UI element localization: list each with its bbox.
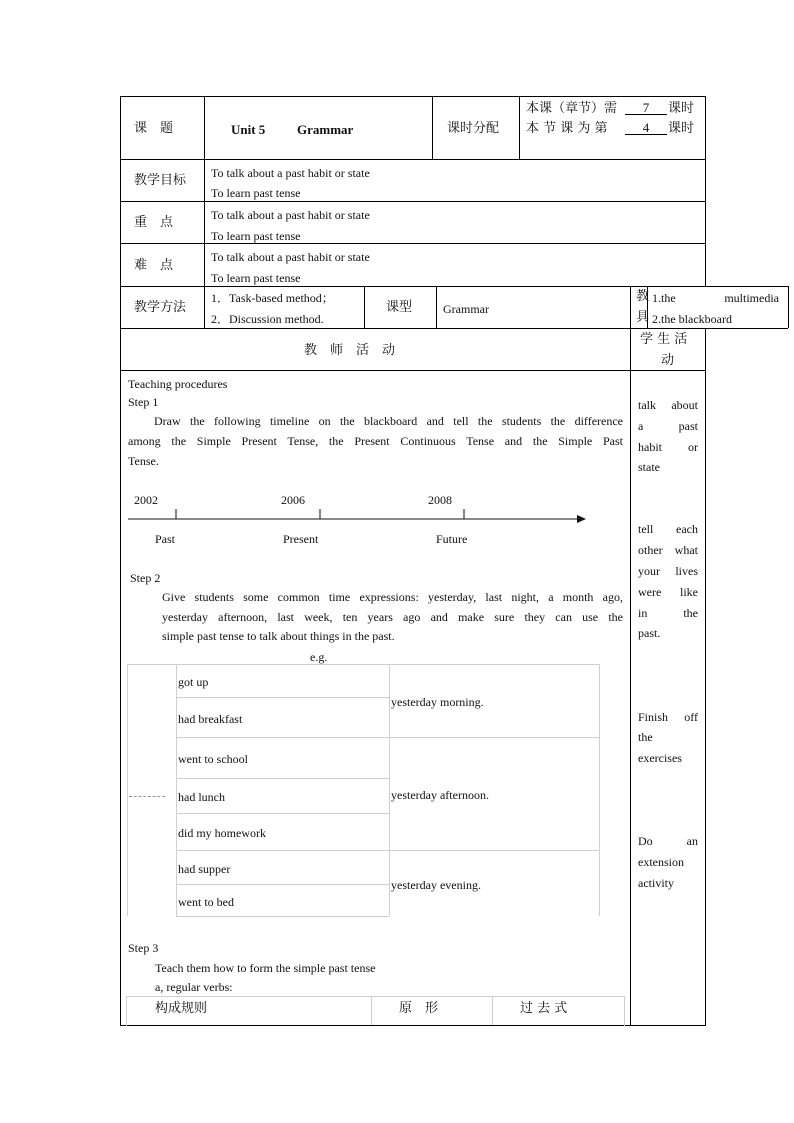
key-label: 重 点 bbox=[134, 215, 174, 230]
method-label: 教学方法 bbox=[134, 300, 187, 315]
eg-label: e.g. bbox=[310, 650, 328, 664]
topic-title: Grammar bbox=[297, 122, 354, 137]
example-action: went to bed bbox=[178, 895, 234, 909]
example-action: did my homework bbox=[178, 826, 266, 840]
student-text: the bbox=[638, 730, 653, 744]
difficult-label: 难 点 bbox=[134, 258, 174, 273]
col-divider bbox=[364, 286, 365, 328]
student-text: habit or bbox=[638, 440, 698, 454]
step2-title: Step 2 bbox=[130, 571, 161, 585]
student-text: exercises bbox=[638, 751, 682, 765]
student-text: your lives bbox=[638, 564, 698, 578]
step3-title: Step 3 bbox=[128, 941, 159, 955]
row-divider bbox=[120, 286, 788, 287]
student-text: state bbox=[638, 460, 660, 474]
type-value: Grammar bbox=[443, 302, 489, 316]
example-action: went to school bbox=[178, 752, 248, 766]
example-time: yesterday morning. bbox=[391, 695, 484, 709]
hours-current: 4 bbox=[625, 121, 667, 135]
table-right-border bbox=[705, 96, 706, 286]
timeline-label: Past bbox=[155, 532, 176, 546]
step1-title: Step 1 bbox=[128, 395, 159, 409]
goal-line: To learn past tense bbox=[211, 186, 301, 200]
example-action: got up bbox=[178, 675, 209, 689]
topic-label: 课 题 bbox=[134, 121, 174, 136]
label-column-border bbox=[204, 96, 205, 328]
tool-line: 1.the multimedia bbox=[652, 291, 779, 305]
rule-header: 过 去 式 bbox=[520, 1001, 568, 1016]
student-activity-header: 动 bbox=[661, 353, 675, 368]
student-text: Do an bbox=[638, 834, 698, 848]
hours-line2-suffix: 课时 bbox=[668, 121, 695, 136]
timeline-year: 2002 bbox=[134, 493, 158, 507]
goals-label: 教学目标 bbox=[134, 173, 187, 188]
table-right-border bbox=[705, 328, 706, 1026]
step1-text: Draw the following timeline on the blackboard and tell the students the difference bbox=[154, 414, 623, 428]
row-divider bbox=[120, 328, 788, 329]
student-activity-header: 学 生 活 bbox=[640, 332, 688, 347]
type-label: 课型 bbox=[386, 300, 413, 315]
tools-label: 教 bbox=[636, 289, 650, 304]
example-time: yesterday evening. bbox=[391, 878, 481, 892]
hours-line1-suffix: 课时 bbox=[668, 101, 695, 116]
table-top-border bbox=[120, 96, 705, 97]
col-divider bbox=[519, 96, 520, 159]
hours-total: 7 bbox=[625, 101, 667, 115]
row-divider bbox=[120, 370, 705, 371]
student-text: in the bbox=[638, 606, 698, 620]
method-line: 2．Discussion method. bbox=[211, 312, 324, 326]
teacher-activity-header: 教 师 活 动 bbox=[304, 343, 396, 358]
student-text: other what bbox=[638, 543, 698, 557]
student-text: were like bbox=[638, 585, 698, 599]
student-text: Finish off bbox=[638, 710, 698, 724]
example-action: had lunch bbox=[178, 790, 225, 804]
example-action: had supper bbox=[178, 862, 231, 876]
key-line: To learn past tense bbox=[211, 229, 301, 243]
col-divider bbox=[630, 286, 631, 1026]
timeline-year: 2008 bbox=[428, 493, 452, 507]
student-text: tell each bbox=[638, 522, 698, 536]
step2-text: Give students some common time expressions: yesterday, last night, a month ago, bbox=[162, 590, 623, 604]
timeline-arrow bbox=[126, 508, 588, 528]
example-action: had breakfast bbox=[178, 712, 243, 726]
faint-mark bbox=[129, 796, 165, 797]
table-left-border bbox=[120, 96, 121, 1026]
rule-header: 原 形 bbox=[399, 1001, 439, 1016]
col-divider bbox=[436, 286, 437, 328]
hours-line2-prefix: 本 节 课 为 第 bbox=[526, 121, 608, 136]
student-text: talk about bbox=[638, 398, 698, 412]
difficult-line: To learn past tense bbox=[211, 271, 301, 285]
step2-text: simple past tense to talk about things in the past. bbox=[162, 629, 395, 643]
tool-line: 2.the blackboard bbox=[652, 312, 732, 326]
step1-text: Tense. bbox=[128, 454, 159, 468]
tools-label: 具 bbox=[636, 310, 650, 325]
student-text: extension bbox=[638, 855, 684, 869]
student-text: activity bbox=[638, 876, 674, 890]
student-text: a past bbox=[638, 419, 698, 433]
key-line: To talk about a past habit or state bbox=[211, 208, 370, 222]
hours-line1-prefix: 本课（章节）需 bbox=[526, 101, 618, 116]
difficult-line: To talk about a past habit or state bbox=[211, 250, 370, 264]
procedures-title: Teaching procedures bbox=[128, 377, 228, 391]
row-divider bbox=[120, 243, 705, 244]
timeline-label: Future bbox=[436, 532, 468, 546]
step3-intro: Teach them how to form the simple past tense bbox=[155, 961, 376, 975]
col-divider bbox=[788, 286, 789, 328]
timeline-label: Present bbox=[283, 532, 319, 546]
step1-text: among the Simple Present Tense, the Present Continuous Tense and the Simple Past bbox=[128, 434, 623, 448]
timeline-year: 2006 bbox=[281, 493, 305, 507]
method-line: 1．Task-based method； bbox=[211, 291, 334, 305]
step3-sub: a, regular verbs: bbox=[155, 980, 233, 994]
hours-label: 课时分配 bbox=[447, 121, 500, 136]
goal-line: To talk about a past habit or state bbox=[211, 166, 370, 180]
example-time: yesterday afternoon. bbox=[391, 788, 489, 802]
step2-text: yesterday afternoon, last week, ten years ago and make sure they can use the bbox=[162, 610, 623, 624]
rule-header: 构成规则 bbox=[155, 1001, 208, 1016]
unit-label: Unit 5 bbox=[231, 122, 266, 137]
student-text: past. bbox=[638, 626, 661, 640]
col-divider bbox=[432, 96, 433, 159]
row-divider bbox=[120, 159, 705, 160]
row-divider bbox=[120, 201, 705, 202]
